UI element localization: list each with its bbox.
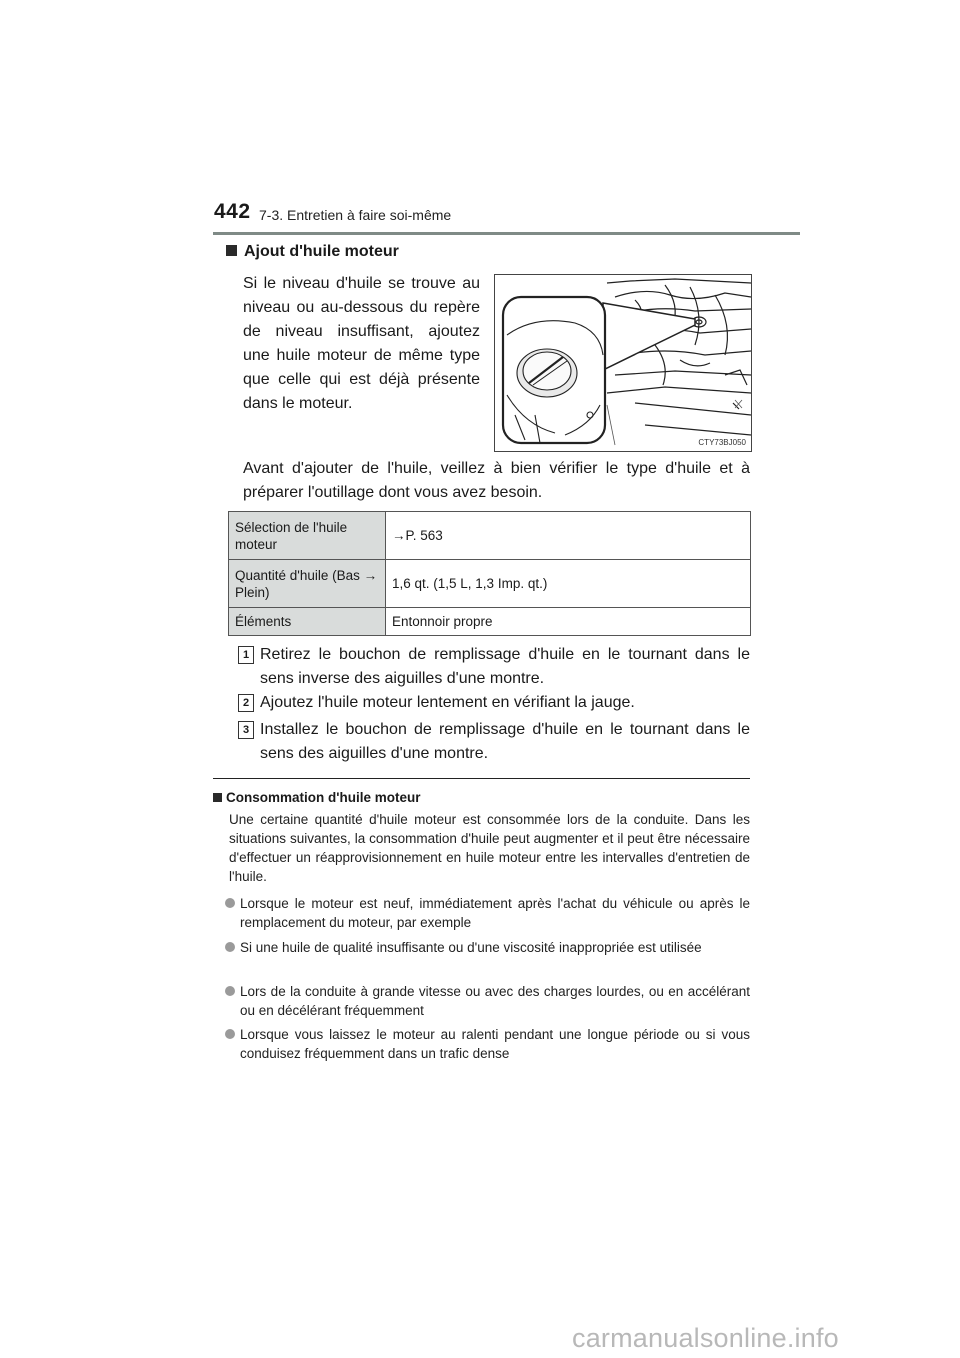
square-bullet-icon — [226, 245, 237, 256]
header-rule — [213, 232, 800, 235]
square-bullet-icon — [213, 793, 222, 802]
list-item — [225, 1025, 750, 1063]
table-cell-value: 1,6 qt. (1,5 L, 1,3 Imp. qt.) — [386, 560, 751, 608]
bullet-dot-icon — [225, 1029, 235, 1039]
list-item-text: Lors de la conduite à grande vitesse ou avec des charges lourdes, ou en accélérant ou en décélérant fréquemment — [240, 984, 750, 1018]
step-1 — [238, 643, 750, 691]
step-number: 1 — [238, 646, 254, 664]
step-2 — [238, 691, 750, 715]
engine-bay-drawing — [495, 275, 751, 451]
table-cell-label: Éléments — [229, 608, 386, 636]
list-item — [225, 894, 750, 932]
before-adding-text: Avant d'ajouter de l'huile, veillez à bien vérifier le type d'huile et à préparer l'outillage dont vous avez besoin. — [243, 460, 750, 501]
consumption-title: Consommation d'huile moteur — [226, 790, 421, 805]
consumption-heading — [213, 790, 420, 805]
bullet-dot-icon — [225, 898, 235, 908]
page-number: 442 — [214, 200, 251, 223]
table-cell-label: Sélection de l'huile moteur — [229, 512, 386, 560]
list-item-text: Lorsque le moteur est neuf, immédiatement après l'achat du véhicule ou après le remplacement du moteur, par exemple — [240, 896, 750, 930]
consumption-paragraph: Une certaine quantité d'huile moteur est consommée lors de la conduite. Dans les situations suivantes, la consommation d'huile peut augmenter et il peut être nécessaire d'effectuer un réapprovisionnement en huile moteur entre les intervalles d'entretien de l'huile. — [229, 812, 750, 884]
section-divider — [213, 778, 750, 779]
step-number: 3 — [238, 721, 254, 739]
table-row — [229, 560, 751, 608]
figure-code: CTY73BJ050 — [698, 438, 746, 447]
oil-filler-cap-illustration — [494, 274, 752, 452]
bullet-dot-icon — [225, 942, 235, 952]
table-row — [229, 512, 751, 560]
bullet-dot-icon — [225, 986, 235, 996]
step-number: 2 — [238, 694, 254, 712]
table-cell-value: →P. 563 — [386, 512, 751, 560]
adding-oil-intro: Si le niveau d'huile se trouve au niveau ou au-dessous du repère de niveau insuffisant, ajoutez une huile moteur de même type que celle qui est déjà présente dans le moteur. — [243, 275, 480, 412]
step-text: Ajoutez l'huile moteur lentement en vérifiant la jauge. — [260, 694, 635, 711]
table-cell-label: Quantité d'huile (Bas → Plein) — [229, 560, 386, 608]
list-item-text: Lorsque vous laissez le moteur au ralenti pendant une longue période ou si vous conduisez fréquemment dans un trafic dense — [240, 1027, 750, 1061]
step-text: Installez le bouchon de remplissage d'huile en le tournant dans le sens des aiguilles d'une montre. — [260, 721, 750, 762]
footer-watermark: carmanualsonline.info — [572, 1323, 839, 1353]
step-3 — [238, 718, 750, 766]
list-item — [225, 982, 750, 1020]
adding-oil-title: Ajout d'huile moteur — [244, 243, 399, 260]
list-item — [225, 938, 750, 957]
list-item-text: Si une huile de qualité insuffisante ou d'une viscosité inappropriée est utilisée — [240, 940, 702, 955]
table-row — [229, 608, 751, 636]
section-title: 7-3. Entretien à faire soi-même — [259, 207, 452, 223]
oil-spec-table — [228, 511, 751, 636]
step-text: Retirez le bouchon de remplissage d'huile en le tournant dans le sens inverse des aiguilles d'une montre. — [260, 646, 750, 687]
table-cell-value: Entonnoir propre — [386, 608, 751, 636]
adding-oil-heading — [226, 243, 399, 261]
